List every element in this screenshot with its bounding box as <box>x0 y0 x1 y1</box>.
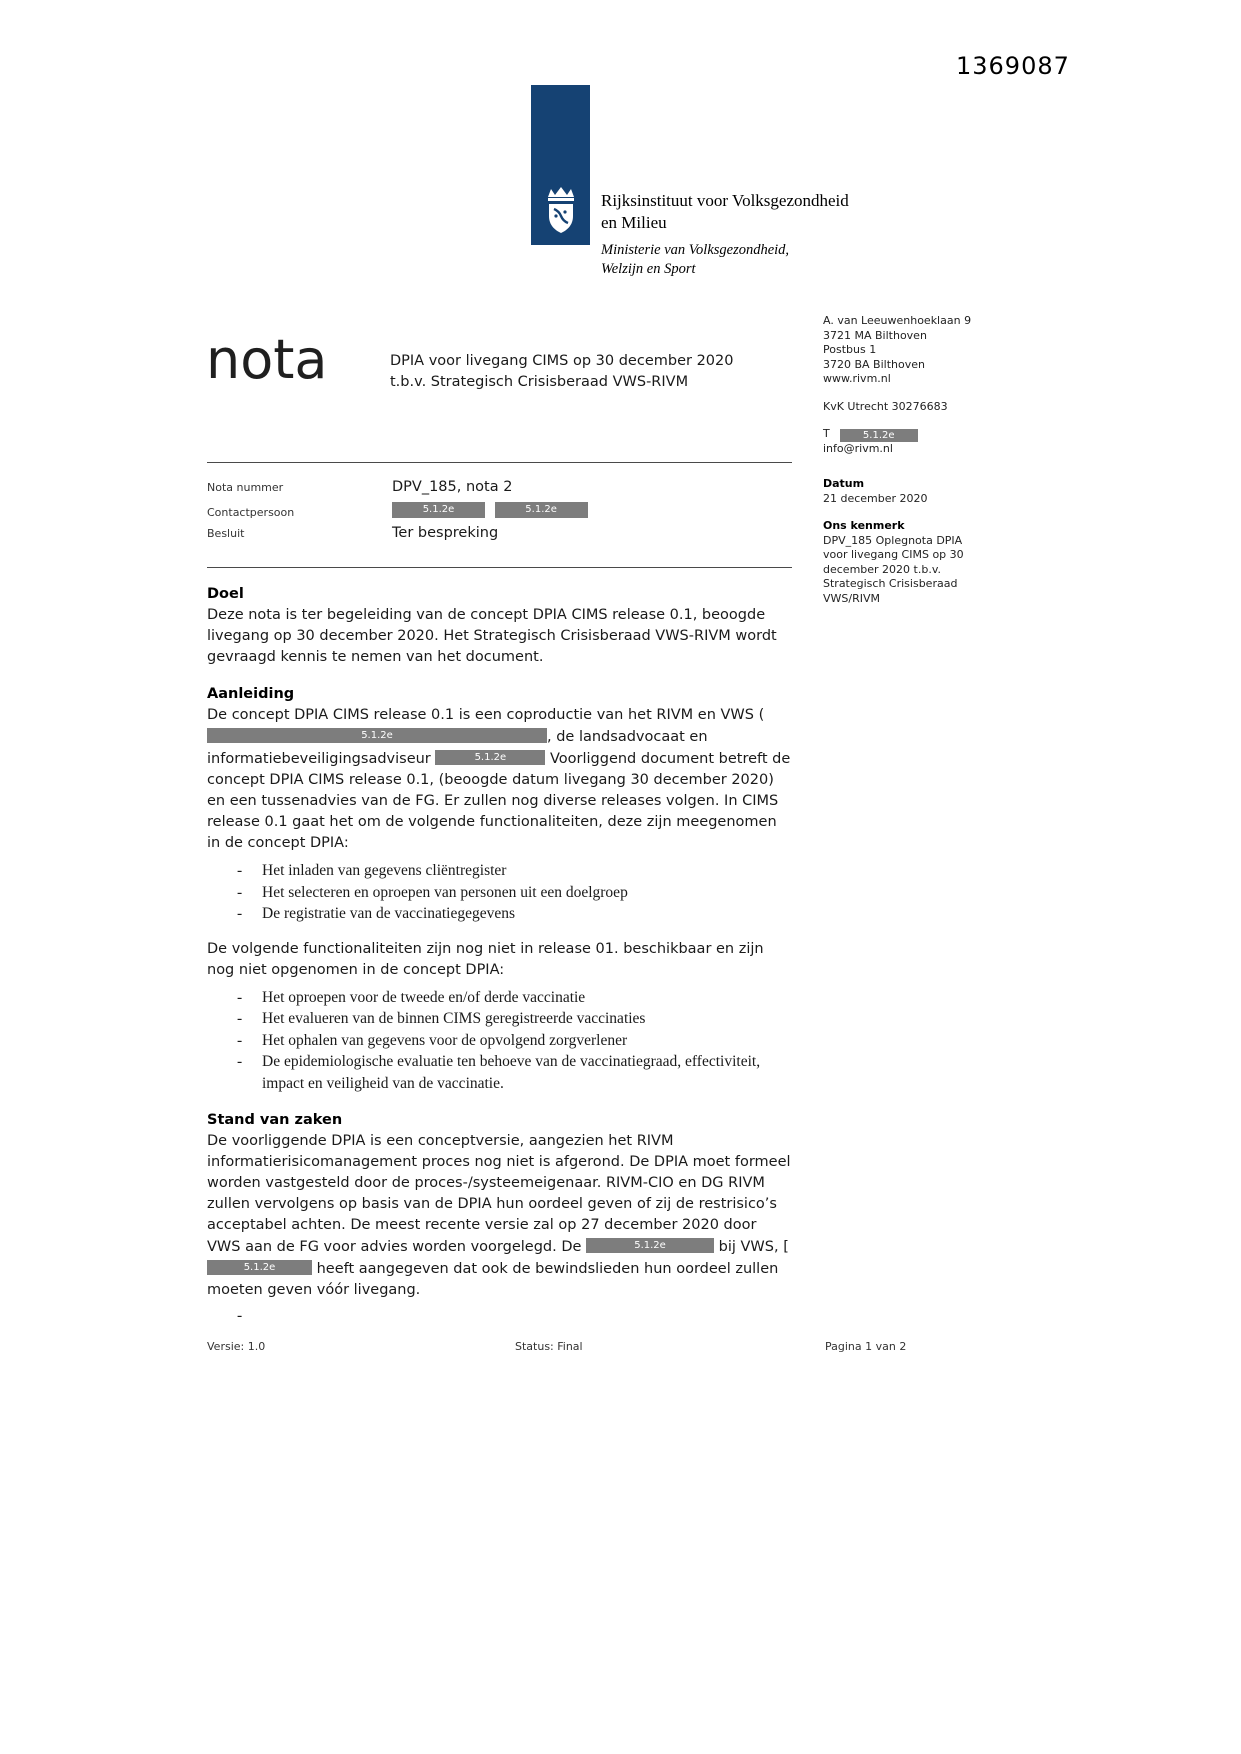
kenmerk-label: Ons kenmerk <box>823 519 905 532</box>
list-item <box>237 903 792 925</box>
bullet-list-1 <box>237 860 792 925</box>
redaction-box: 5.1.2e <box>435 750 545 765</box>
list-dash: - <box>237 862 243 879</box>
coat-of-arms-icon <box>541 185 581 237</box>
footer-pagina: Pagina 1 van 2 <box>825 1340 907 1353</box>
list-dash: - <box>237 1031 243 1049</box>
aanleiding-paragraph-1 <box>207 705 792 854</box>
logo-ribbon <box>531 85 590 245</box>
logo-text <box>601 190 849 279</box>
list-item <box>237 1051 792 1094</box>
list-item <box>237 1008 792 1030</box>
list-item <box>237 1305 792 1327</box>
list-item-text: Het evalueren van de binnen CIMS geregistreerde vaccinaties <box>262 1010 646 1027</box>
list-dash: - <box>237 988 243 1006</box>
list-item-text: Het ophalen van gegevens voor de opvolgend zorgverlener <box>262 1031 628 1049</box>
email: info@rivm.nl <box>823 441 893 455</box>
list-dash: - <box>237 1010 243 1027</box>
list-dash: - <box>237 1307 243 1324</box>
meta-row-besluit <box>207 525 792 541</box>
redaction-box: 5.1.2e <box>840 429 918 442</box>
phone-label: T <box>823 427 830 440</box>
text-segment: bij VWS, [ <box>714 1239 789 1255</box>
logo-ministry-line1: Ministerie van Volksgezondheid, <box>601 242 790 258</box>
list-item-text: De registratie van de vaccinatiegegevens <box>262 905 516 922</box>
contactpersoon-label: Contactpersoon <box>207 506 295 519</box>
website: www.rivm.nl <box>823 372 891 385</box>
list-dash: - <box>237 905 243 922</box>
text-segment: Voorliggend document betreft de concept DPIA CIMS release 0.1, (beoogde datum livegang 30 december 2020) en een tussenadvies van de FG. Er zullen nog diverse releases volgen. In CIMS release 0.1 gaat het om de volgende functionaliteiten, deze zijn meegenomen in de concept DPIA: <box>207 751 791 851</box>
doc-number: 1369087 <box>956 52 1070 80</box>
logo-org-line2: en Milieu <box>601 213 667 232</box>
sidebar <box>823 314 993 606</box>
list-dash: - <box>237 1053 243 1070</box>
section-heading-aanleiding: Aanleiding <box>207 686 295 702</box>
list-item <box>237 1030 792 1052</box>
besluit-label: Besluit <box>207 527 245 540</box>
stand-paragraph <box>207 1131 792 1301</box>
meta-row-contactpersoon <box>207 500 792 520</box>
nota-nummer-value: DPV_185, nota 2 <box>392 479 513 495</box>
address-line-4: 3720 BA Bilthoven <box>823 357 925 371</box>
phone-row <box>823 427 993 442</box>
footer-versie: Versie: 1.0 <box>207 1340 266 1353</box>
list-item-text: Het selecteren en oproepen van personen uit een doelgroep <box>262 883 628 901</box>
text-segment: , de landsadvocaat en informatiebeveiligingsadviseur <box>207 729 708 767</box>
text-segment: De concept DPIA CIMS release 0.1 is een coproductie van het RIVM en VWS ( <box>207 707 765 723</box>
kenmerk-value: DPV_185 Oplegnota DPIA voor livegang CIMS op 30 december 2020 t.b.v. Strategisch Crisisberaad VWS/RIVM <box>823 533 964 605</box>
redaction-box: 5.1.2e <box>586 1238 714 1253</box>
contactpersoon-value <box>392 500 593 520</box>
address-line-3: Postbus 1 <box>823 343 877 356</box>
redaction-box: 5.1.2e <box>392 502 485 518</box>
doc-title <box>390 351 733 393</box>
kvk-number: KvK Utrecht 30276683 <box>823 399 948 413</box>
list-item <box>237 860 792 882</box>
trailing-dash-list <box>237 1305 792 1327</box>
doel-paragraph: Deze nota is ter begeleiding van de concept DPIA CIMS release 0.1, beoogde livegang op 30 december 2020. Het Strategisch Crisisberaad VWS-RIVM wordt gevraagd kennis te nemen van het document. <box>207 607 777 665</box>
section-heading-stand-van-zaken: Stand van zaken <box>207 1112 343 1128</box>
doc-type-label: nota <box>206 328 328 391</box>
list-item-text: De epidemiologische evaluatie ten behoeve van de vaccinatiegraad, effectiviteit, impact en veiligheid van de vaccinatie. <box>262 1053 761 1092</box>
meta-row-nota-nummer <box>207 479 792 495</box>
list-dash: - <box>237 883 243 901</box>
list-item-text: Het oproepen voor de tweede en/of derde vaccinatie <box>262 988 586 1006</box>
redaction-box: 5.1.2e <box>207 728 547 743</box>
divider-bottom <box>207 567 792 568</box>
section-heading-doel: Doel <box>207 586 244 602</box>
doc-title-line1: DPIA voor livegang CIMS op 30 december 2020 <box>390 353 734 369</box>
list-item <box>237 987 792 1009</box>
doc-title-line2: t.b.v. Strategisch Crisisberaad VWS-RIVM <box>390 374 689 390</box>
aanleiding-paragraph-2: De volgende functionaliteiten zijn nog niet in release 01. beschikbaar en zijn nog niet opgenomen in de concept DPIA: <box>207 940 764 978</box>
redaction-box: 5.1.2e <box>207 1260 312 1275</box>
list-item <box>237 882 792 904</box>
logo-ministry-line2: Welzijn en Sport <box>601 261 696 277</box>
address-line-2: 3721 MA Bilthoven <box>823 328 927 342</box>
footer-status: Status: Final <box>515 1340 583 1353</box>
text-segment: heeft aangegeven dat ook de bewindslieden hun oordeel zullen moeten geven vóór livegang. <box>207 1261 779 1298</box>
datum-value: 21 december 2020 <box>823 491 928 505</box>
list-item-text: Het inladen van gegevens cliëntregister <box>262 862 507 879</box>
datum-label: Datum <box>823 477 865 490</box>
meta-table <box>207 479 792 541</box>
bullet-list-2 <box>237 987 792 1095</box>
besluit-value: Ter bespreking <box>392 525 499 541</box>
logo-org-line1: Rijksinstituut voor Volksgezondheid <box>601 191 849 210</box>
redaction-box: 5.1.2e <box>495 502 588 518</box>
divider-top <box>207 462 792 463</box>
document-body <box>207 462 792 1327</box>
text-segment: De voorliggende DPIA is een conceptversie, aangezien het RIVM informatierisicomanagement proces nog niet is afgerond. De DPIA moet formeel worden vastgesteld door de proces-/systeemeigenaar. RIVM-CIO en DG RIVM zullen vervolgens op basis van de DPIA hun oordeel geven of zij de restrisico’s acceptabel achten. De meest recente versie zal op 27 december 2020 door VWS aan de FG voor advies worden voorgelegd. De <box>207 1133 791 1255</box>
address-line-1: A. van Leeuwenhoeklaan 9 <box>823 314 972 327</box>
nota-nummer-label: Nota nummer <box>207 481 284 494</box>
